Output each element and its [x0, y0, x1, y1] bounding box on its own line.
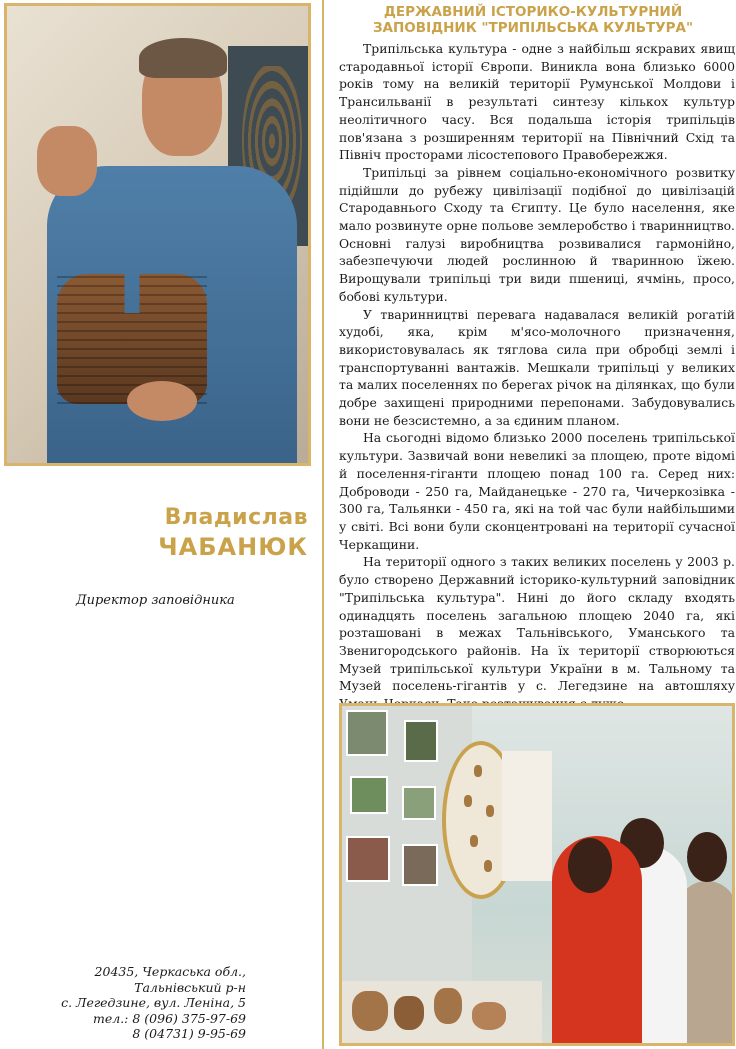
article-body — [339, 40, 735, 713]
director-photo — [4, 3, 311, 466]
address-block — [0, 964, 246, 1042]
wall-picture — [350, 776, 388, 814]
holding-hand — [127, 381, 197, 421]
pottery — [394, 996, 424, 1030]
phone-line: тел.: 8 (096) 375-97-69 — [93, 1010, 246, 1026]
paragraph: У тваринництві перевага надавалася великій рогатій худобі, яка, крім м'ясо-молочного призначення, використовувалась як тяглова сила при обробці землі і транспортуванні вантажів. Мешкали трипільці у великих та малих поселеннях по берегах річок на ділянках, що були добре захищені природними перепонами. Забудовувались вони не безсистемно, а за єдиним планом. — [339, 306, 735, 428]
person-last-name: ЧАБАНЮК — [158, 533, 308, 561]
paragraph: На території одного з таких великих поселень у 2003 р. було створено Державний історико-культурний заповідник "Трипільська культура". Нині до його складу входять одинадцять поселень загальною площею 2040 га, які розташовані в межах Тальнівського, Уманського та Звенигородського районів. На їх території створюються Музей трипільської культури України в м. Тальному та Музей поселень-гігантів у с. Легедзине на автошляху — [339, 554, 735, 694]
paragraph: На сьогодні відомо близько 2000 поселень трипільської культури. Зазвичай вони невеликі за площею, проте відомі й поселення-гіганти площею понад 100 га. Серед них: Доброводи - 250 га, Майданецьке - 270 га, Чичеркозівка - 300 га, Тальянки - 450 га, які на той час були найбільшими у світі. Всі вони були сконцентровані на території сучасної Черкащини. — [339, 430, 735, 552]
wall-picture — [402, 844, 438, 886]
visitor-head — [568, 838, 612, 893]
director-hair — [139, 38, 227, 78]
paragraph: Трипільська культура - одне з найбільш яскравих явищ стародавньої історії Європи. Виникла вона близько 6000 років тому на великій території Румунської Молдови і Трансильванії в результаті синтезу кількох культур неолітичного часу. Вся подальша історія трипільців пов'язана з розширенням території на Північний Схід та Північ просторами лісостепового Правобережжя. — [339, 41, 735, 163]
article-heading — [330, 4, 736, 36]
pottery — [352, 991, 388, 1031]
address-line: с. Легедзине, вул. Леніна, 5 — [61, 995, 246, 1010]
pottery — [434, 988, 462, 1024]
museum-photo — [339, 703, 735, 1046]
address-line: 20435, Черкаська обл., — [94, 964, 246, 979]
paragraph: Трипільці за рівнем соціально-економічного розвитку підійшли до рубежу цивілізації подібної до цивілізацій Стародавнього Сходу та Єгипту. Це було населення, яке мало розвинуте орне польове землеробство і тваринництво. Основні галузі виробництва розвивалися гармонійно, забезпечуючи людей рослинною й тваринною їжею. Вирощували трипільці три види пшениці, ячмінь, просо, бобові культури. — [339, 164, 735, 304]
column-divider — [322, 0, 324, 1049]
wall-picture — [402, 786, 436, 820]
visitor-head — [687, 832, 727, 882]
photo-panel — [502, 751, 552, 881]
wall-picture — [346, 836, 390, 882]
director-hand — [37, 126, 97, 196]
pottery — [472, 1002, 506, 1030]
wall-picture — [404, 720, 438, 762]
heading-line: ЗАПОВІДНИК "ТРИПІЛЬСЬКА КУЛЬТУРА" — [372, 20, 694, 36]
person-role: Директор заповідника — [76, 593, 235, 608]
person-first-name: Владислав — [164, 505, 308, 530]
heading-line: ДЕРЖАВНИЙ ІСТОРИКО-КУЛЬТУРНИЙ — [383, 4, 683, 20]
phone-line: 8 (04731) 9-95-69 — [132, 1026, 246, 1041]
address-line: Тальнівський р-н — [134, 979, 246, 995]
wall-picture — [346, 710, 388, 756]
